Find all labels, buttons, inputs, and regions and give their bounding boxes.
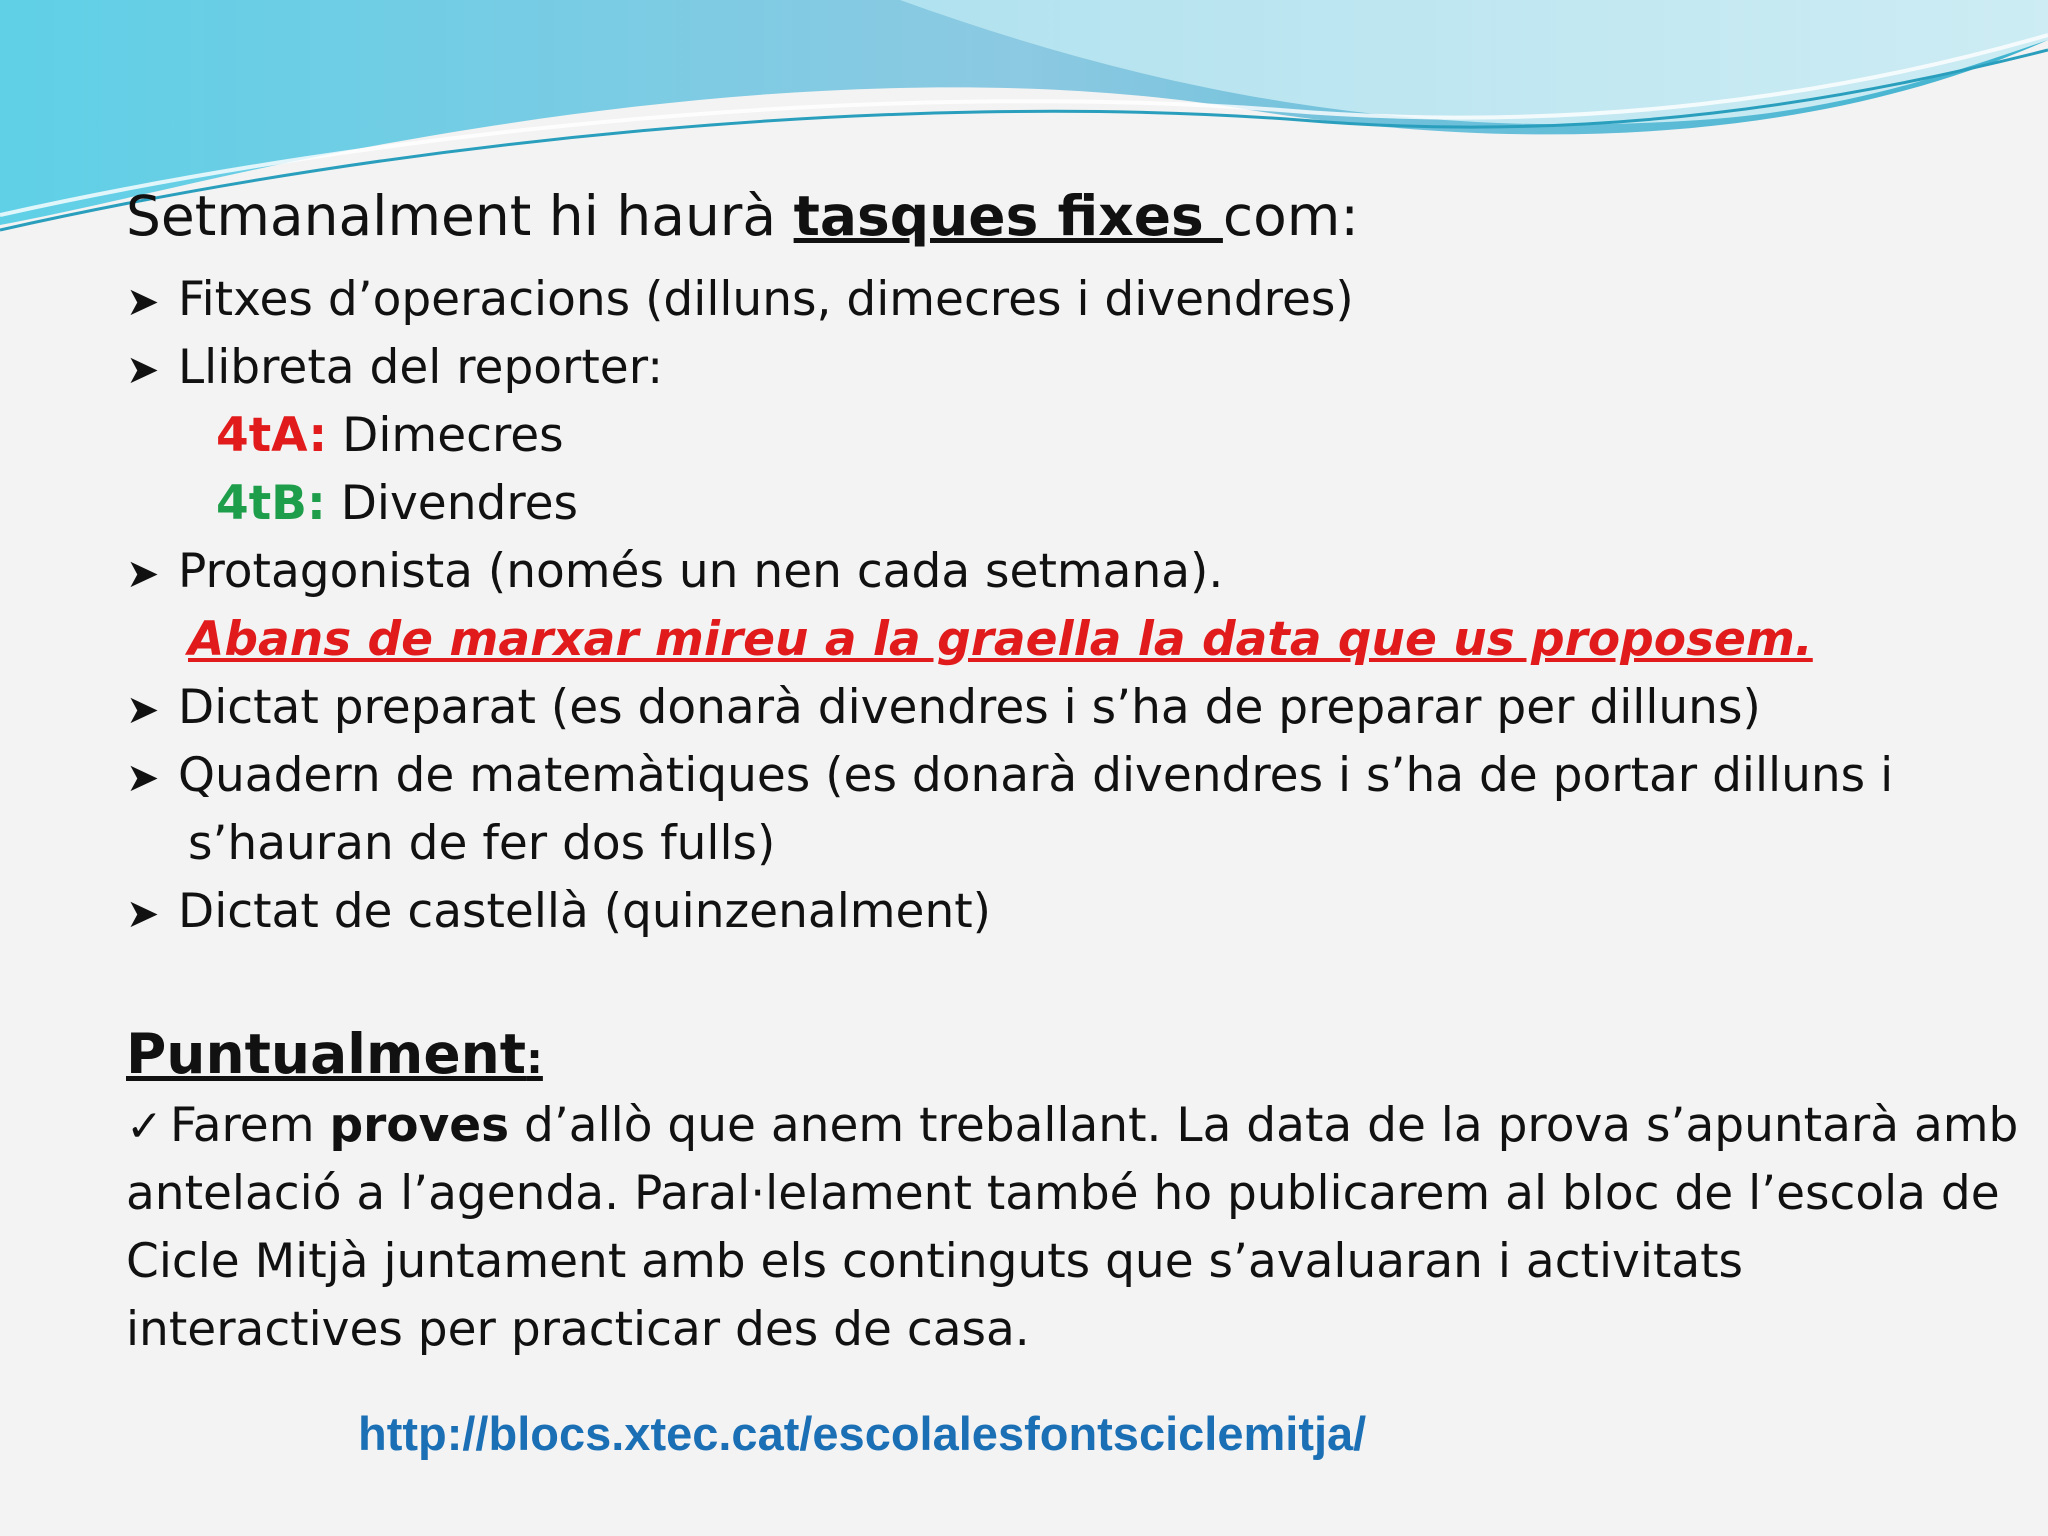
puntualment-heading: [126, 1024, 543, 1089]
arrow-bullet-icon: ➤: [126, 551, 160, 597]
reporter-4tb: [126, 474, 578, 534]
blog-link[interactable]: http://blocs.xtec.cat/escolalesfontsciclemitja/: [358, 1407, 1367, 1460]
reporter-4ta: [126, 406, 564, 466]
task-fitxes: Fitxes d’operacions (dilluns, dimecres i divendres): [178, 272, 1354, 327]
p3: Cicle Mitjà juntament amb els continguts que s’avaluaran i activitats: [126, 1234, 1744, 1289]
arrow-bullet-icon: ➤: [126, 279, 160, 325]
class-4tb-day: Divendres: [325, 476, 579, 531]
list-item: [126, 882, 991, 944]
arrow-bullet-icon: ➤: [126, 687, 160, 733]
task-castella: Dictat de castellà (quinzenalment): [178, 884, 991, 939]
list-item: [126, 338, 663, 400]
class-4ta-day: Dimecres: [327, 408, 564, 463]
task-quadern-cont: s’hauran de fer dos fulls): [188, 816, 776, 871]
heading-text: Puntualment: [126, 1022, 527, 1086]
task-dictat: Dictat preparat (es donarà divendres i s’ha de preparar per dilluns): [178, 680, 1761, 735]
warning-line: [126, 610, 1813, 670]
list-item: [126, 270, 1354, 332]
intro-line: [126, 186, 1359, 246]
list-item: [126, 542, 1223, 604]
class-4ta-label: 4tA:: [216, 408, 328, 463]
quadern-continuation: [126, 814, 775, 874]
heading-colon: :: [526, 1034, 543, 1083]
arrow-bullet-icon: ➤: [126, 755, 160, 801]
intro-bold: tasques fixes: [793, 184, 1223, 248]
task-protagonista: Protagonista (només un nen cada setmana).: [178, 544, 1224, 599]
intro-end: com:: [1222, 184, 1359, 248]
p4: interactives per practicar des de casa.: [126, 1302, 1030, 1357]
p1-bold: proves: [329, 1098, 510, 1153]
paragraph-line: [126, 1300, 1030, 1360]
checkmark-icon: ✓: [126, 1101, 163, 1152]
paragraph-line: [126, 1096, 2018, 1157]
warning-text: Abans de marxar mireu a la graella la data que us proposem.: [188, 612, 1813, 667]
list-item: [126, 678, 1761, 740]
class-4tb-label: 4tB:: [216, 476, 326, 531]
p2: antelació a l’agenda. Paral·lelament també ho publicarem al bloc de l’escola de: [126, 1166, 2000, 1221]
list-item: [126, 746, 1893, 808]
p1-before: Farem: [170, 1098, 330, 1153]
arrow-bullet-icon: ➤: [126, 891, 160, 937]
arrow-bullet-icon: ➤: [126, 347, 160, 393]
task-quadern: Quadern de matemàtiques (es donarà divendres i s’ha de portar dilluns i: [178, 748, 1894, 803]
p1-after: d’allò que anem treballant. La data de la prova s’apuntarà amb: [509, 1098, 2019, 1153]
task-llibreta: Llibreta del reporter:: [178, 340, 664, 395]
intro-text: Setmanalment hi haurà: [126, 184, 794, 248]
paragraph-line: [126, 1232, 1743, 1292]
paragraph-line: [126, 1164, 2000, 1224]
